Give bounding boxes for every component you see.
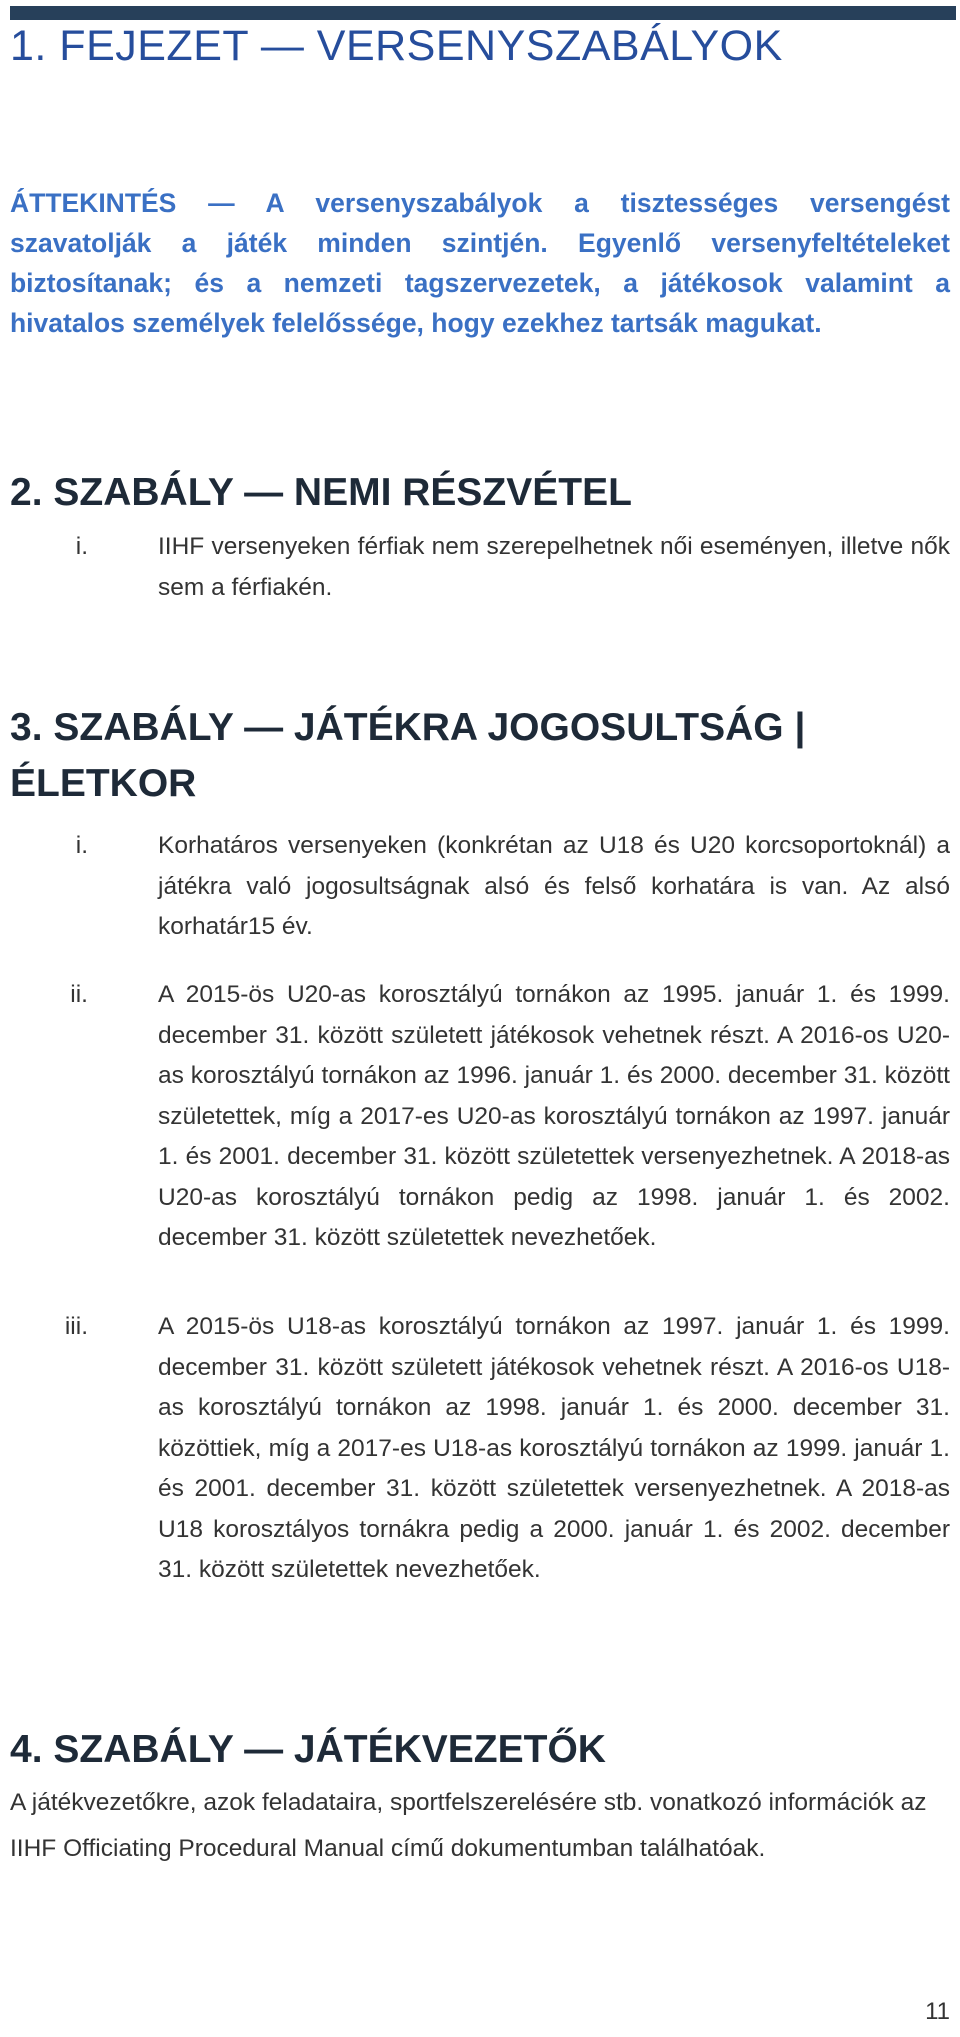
header-bar <box>10 6 956 20</box>
page-number: 11 <box>925 1998 950 2025</box>
rule-2-item <box>10 527 950 608</box>
item-number: ii. <box>70 981 88 1008</box>
item-number: i. <box>75 832 88 859</box>
rule-3-heading-line1: 3. SZABÁLY — JÁTÉKRA JOGOSULTSÁG | <box>10 706 806 749</box>
rule-2-heading: 2. SZABÁLY — NEMI RÉSZVÉTEL <box>10 471 632 514</box>
rule-3-heading <box>10 700 950 812</box>
item-text: A 2015-ös U18-as korosztályú tornákon az 1997. január 1. és 1999. december 31. között született játékosok vehetnek részt. A 2016-os U18-as korosztályú tornákon az 1998. január 1. és 2000. december 31. közöttiek, míg a 2017-es U18-as korosztályú tornákon az 1999. január 1. és 2001. december 31. között születettek versenyezhetnek. A 2018-as U18 korosztályos tornákra pedig a 2000. január 1. és 2002. december 31. között születettek nevezhetőek. <box>158 1313 950 1583</box>
item-number: iii. <box>64 1313 88 1340</box>
chapter-title: 1. FEJEZET — VERSENYSZABÁLYOK <box>10 22 783 70</box>
rule-3-heading-line2: ÉLETKOR <box>10 762 197 805</box>
overview-paragraph: ÁTTEKINTÉS — A versenyszabályok a tisztességes versengést szavatolják a játék minden szintjén. Egyenlő versenyfeltételeket biztosítanak; és a nemzeti tagszervezetek, a játékosok valamint a hivatalos személyek felelőssége, hogy ezekhez tartsák magukat. <box>10 188 950 338</box>
item-text: Korhatáros versenyeken (konkrétan az U18 és U20 korcsoportoknál) a játékra való jogosultságnak alsó és felső korhatára is van. Az alsó korhatár15 év. <box>158 832 950 940</box>
item-text: IIHF versenyeken férfiak nem szerepelhetnek női eseményen, illetve nők sem a férfiakén. <box>158 533 950 601</box>
rule-3-item-1 <box>10 826 950 948</box>
rule-4-heading: 4. SZABÁLY — JÁTÉKVEZETŐK <box>10 1728 606 1771</box>
item-text: A 2015-ös U20-as korosztályú tornákon az 1995. január 1. és 1999. december 31. között született játékosok vehetnek részt. A 2016-os U20-as korosztályú tornákon az 1996. január 1. és 2000. december 31. között születettek, míg a 2017-es U20-as korosztályú tornákon az 1997. január 1. és 2001. december 31. között születettek versenyezhetnek. A 2018-as U20-as korosztályú tornákon pedig az 1998. január 1. és 2002. december 31. között születettek nevezhetőek. <box>158 981 950 1251</box>
rule-3-item-2 <box>10 975 950 1259</box>
item-number: i. <box>75 533 88 560</box>
rule-4-paragraph: A játékvezetőkre, azok feladataira, sportfelszerelésére stb. vonatkozó információk az IIHF Officiating Procedural Manual című dokumentumban találhatóak. <box>10 1789 927 1862</box>
rule-3-item-3 <box>10 1307 950 1591</box>
